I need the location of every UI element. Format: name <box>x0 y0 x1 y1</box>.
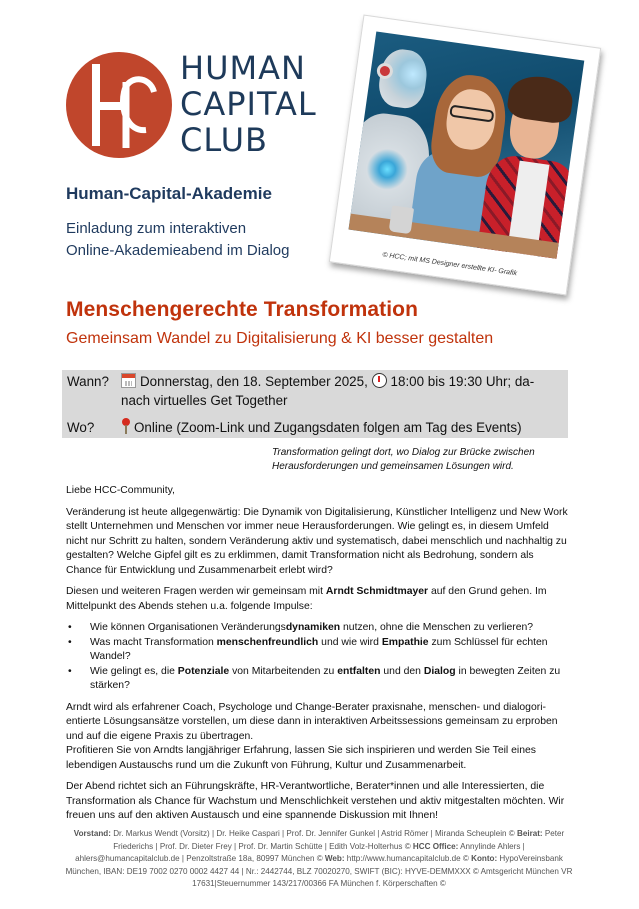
text-run: Was macht Transformation <box>90 636 217 648</box>
text-run: Wie gelingt es, die <box>90 665 178 677</box>
where-row <box>62 410 568 438</box>
academy-title: Human-Capital-Akademie <box>66 184 272 203</box>
calendar-icon <box>121 373 136 388</box>
invitation-line-1: Einladung zum interaktiven <box>66 220 247 237</box>
text-run: Wie können Organisationen Veränderungs <box>90 622 286 633</box>
text-run: und den <box>380 665 424 677</box>
clock-icon <box>372 373 387 388</box>
separator-icon: © <box>316 854 323 864</box>
text-run: nutzen, ohne die Menschen zu verlieren? <box>340 622 534 633</box>
where-value <box>121 418 568 437</box>
text-run: und wie wird <box>318 636 382 648</box>
emphasis: Empathie <box>381 636 429 648</box>
event-date: Donnerstag, den 18. September 2025, <box>140 374 368 389</box>
event-info-box <box>62 370 568 438</box>
when-label: Wann? <box>67 374 109 389</box>
logo-line-club: CLUB <box>180 121 268 159</box>
location-pin-icon <box>121 418 131 434</box>
paragraph-speaker <box>66 585 572 614</box>
list-item <box>66 636 572 665</box>
where-label: Wo? <box>67 420 95 435</box>
event-time: 18:00 bis 19:30 Uhr; da- <box>390 374 535 389</box>
emphasis: menschenfreundlich <box>216 636 319 648</box>
event-location: Online (Zoom-Link und Zugangsdaten folgen am Tag des Events) <box>134 420 522 435</box>
separator-icon: © <box>439 879 446 889</box>
invitation-line-2: Online-Akademieabend im Dialog <box>66 242 290 259</box>
speaker-name: Arndt Schmidtmayer <box>325 586 429 597</box>
motto-quote: Transformation gelingt dort, wo Dialog zur Brücke zwischen Herausforderungen und gemeinsamen Lösungen wird. <box>272 447 535 472</box>
list-item <box>66 621 572 636</box>
board-members: Dr. Markus Wendt (Vorsitz) | Dr. Heike Caspari | Prof. Dr. Jennifer Gunkel | Astrid Römer | Miranda Scheuplein <box>110 829 509 838</box>
footer-label: Konto: <box>471 854 498 864</box>
emphasis: Potenziale <box>177 665 230 677</box>
paragraph-format: Arndt wird als erfahrener Coach, Psychologe und Change-Berater praxisnahe, menschen- und dialogorientierte Lösungsansätze vorstellen, um diese dann in interaktiven Arbeitssessions gemeinsam zu erproben und auf die eigene Praxis zu übertragen. <box>66 701 558 742</box>
event-title: Menschengerechte Transformation <box>66 298 419 321</box>
hcc-logo <box>66 48 346 168</box>
logo-line-human: HUMAN <box>180 49 306 87</box>
emphasis: entfalten <box>337 665 381 677</box>
paragraph-intro: Veränderung ist heute allgegenwärtig: Die Dynamik von Digitalisierung, Künstlicher Intelligenz und New Work stellt Unternehmen und Menschen vor immer neue Herausforderungen. Wie gelingt es, in diesem Umfeld nicht nur Schritt zu halten, sondern Veränderung aktiv und systematisch, dabei menschlich und nachhaltig zu gestalten? Welche Gipfel gilt es zu erklimmen, damit Transformation nicht als Bedrohung, sondern als Chance für Entwicklung und Zusammenarbeit erlebt wird? <box>66 506 568 576</box>
website-link[interactable]: http://www.humancapitalclub.de <box>344 854 463 864</box>
advisory-members: Peter Friederichs | Prof. Dr. Dieter Frey | Prof. Dr. Martin Schütte | Edith Volz-Holterhus <box>113 829 565 851</box>
hc-monogram-icon <box>66 52 172 158</box>
bank-details: HypoVereinsbank München, IBAN: DE19 7002 0270 0002 4427 44 | Nr.: 2442744, BLZ 70020270, SWIFT (BIC): HYVE-DEMMXXX <box>65 854 563 876</box>
footer-legal <box>62 828 576 891</box>
separator-icon: © <box>508 829 515 838</box>
text-run: zum Schlüssel für echten Wandel? <box>90 636 548 662</box>
separator-icon: © <box>404 841 411 851</box>
logo-wordmark <box>180 50 317 158</box>
event-subtitle: Gemeinsam Wandel zu Digitalisierung & KI besser gestalten <box>66 330 494 347</box>
emphasis: dynamiken <box>285 622 341 633</box>
photo-caption: © HCC; mit MS Designer erstellte KI- Grafik <box>381 251 518 278</box>
separator-icon: © <box>472 866 479 876</box>
list-item <box>66 665 572 694</box>
text-run: in bewegten Zeiten zu stärken? <box>90 665 561 691</box>
separator-icon: © <box>462 854 469 864</box>
paragraph-benefit: Profitieren Sie von Arndts langjähriger Erfahrung, lassen Sie sich inspirieren und werden Sie Teil eines lebendigen Austauschs rund um die Zukunft von Führung, Kultur und Zusammenarbeit. <box>66 745 536 771</box>
office-contact[interactable]: Annylinde Ahlers | ahlers@humancapitalclub.de | Penzoltstraße 18a, 80997 München <box>75 841 525 864</box>
emphasis: Dialog <box>423 665 456 677</box>
footer-label: Web: <box>324 854 345 864</box>
impulse-list <box>66 621 572 694</box>
footer-label: Beirat: <box>516 829 543 838</box>
footer-label: HCC Office: <box>412 841 459 851</box>
text-run: Diesen und weiteren Fragen werden wir gemeinsam mit <box>66 586 326 597</box>
greeting: Liebe HCC-Community, <box>66 485 175 496</box>
logo-line-capital: CAPITAL <box>180 85 317 123</box>
register-details: Amtsgericht München VR 17631|Steuernummer 143/217/00366 FA München f. Körperschaften <box>192 866 573 889</box>
text-run: auf den Grund gehen. Im Mittelpunkt des Abends stehen u.a. folgende Impulse: <box>66 586 547 612</box>
event-photo <box>329 15 601 296</box>
footer-label: Vorstand: <box>73 829 111 838</box>
ai-illustration <box>348 31 584 258</box>
cup-shape <box>389 205 414 234</box>
when-row <box>62 370 568 410</box>
when-value <box>121 372 568 410</box>
text-run: von Mitarbeitenden zu <box>229 665 338 677</box>
event-afterwards: nach virtuelles Get Together <box>121 393 288 408</box>
paragraph-audience: Der Abend richtet sich an Führungskräfte, HR-Verantwortliche, Berater*innen und alle Interessierten, die Transformation als Chance für Wachstum und Menschlichkeit verstehen und aktiv mitgestalten möchten. Wir freuen uns auf den aktiven Austausch und eine spannende Diskussion mit Ihnen! <box>66 781 565 821</box>
invitation-text <box>66 218 289 262</box>
invitation-body <box>66 484 572 831</box>
